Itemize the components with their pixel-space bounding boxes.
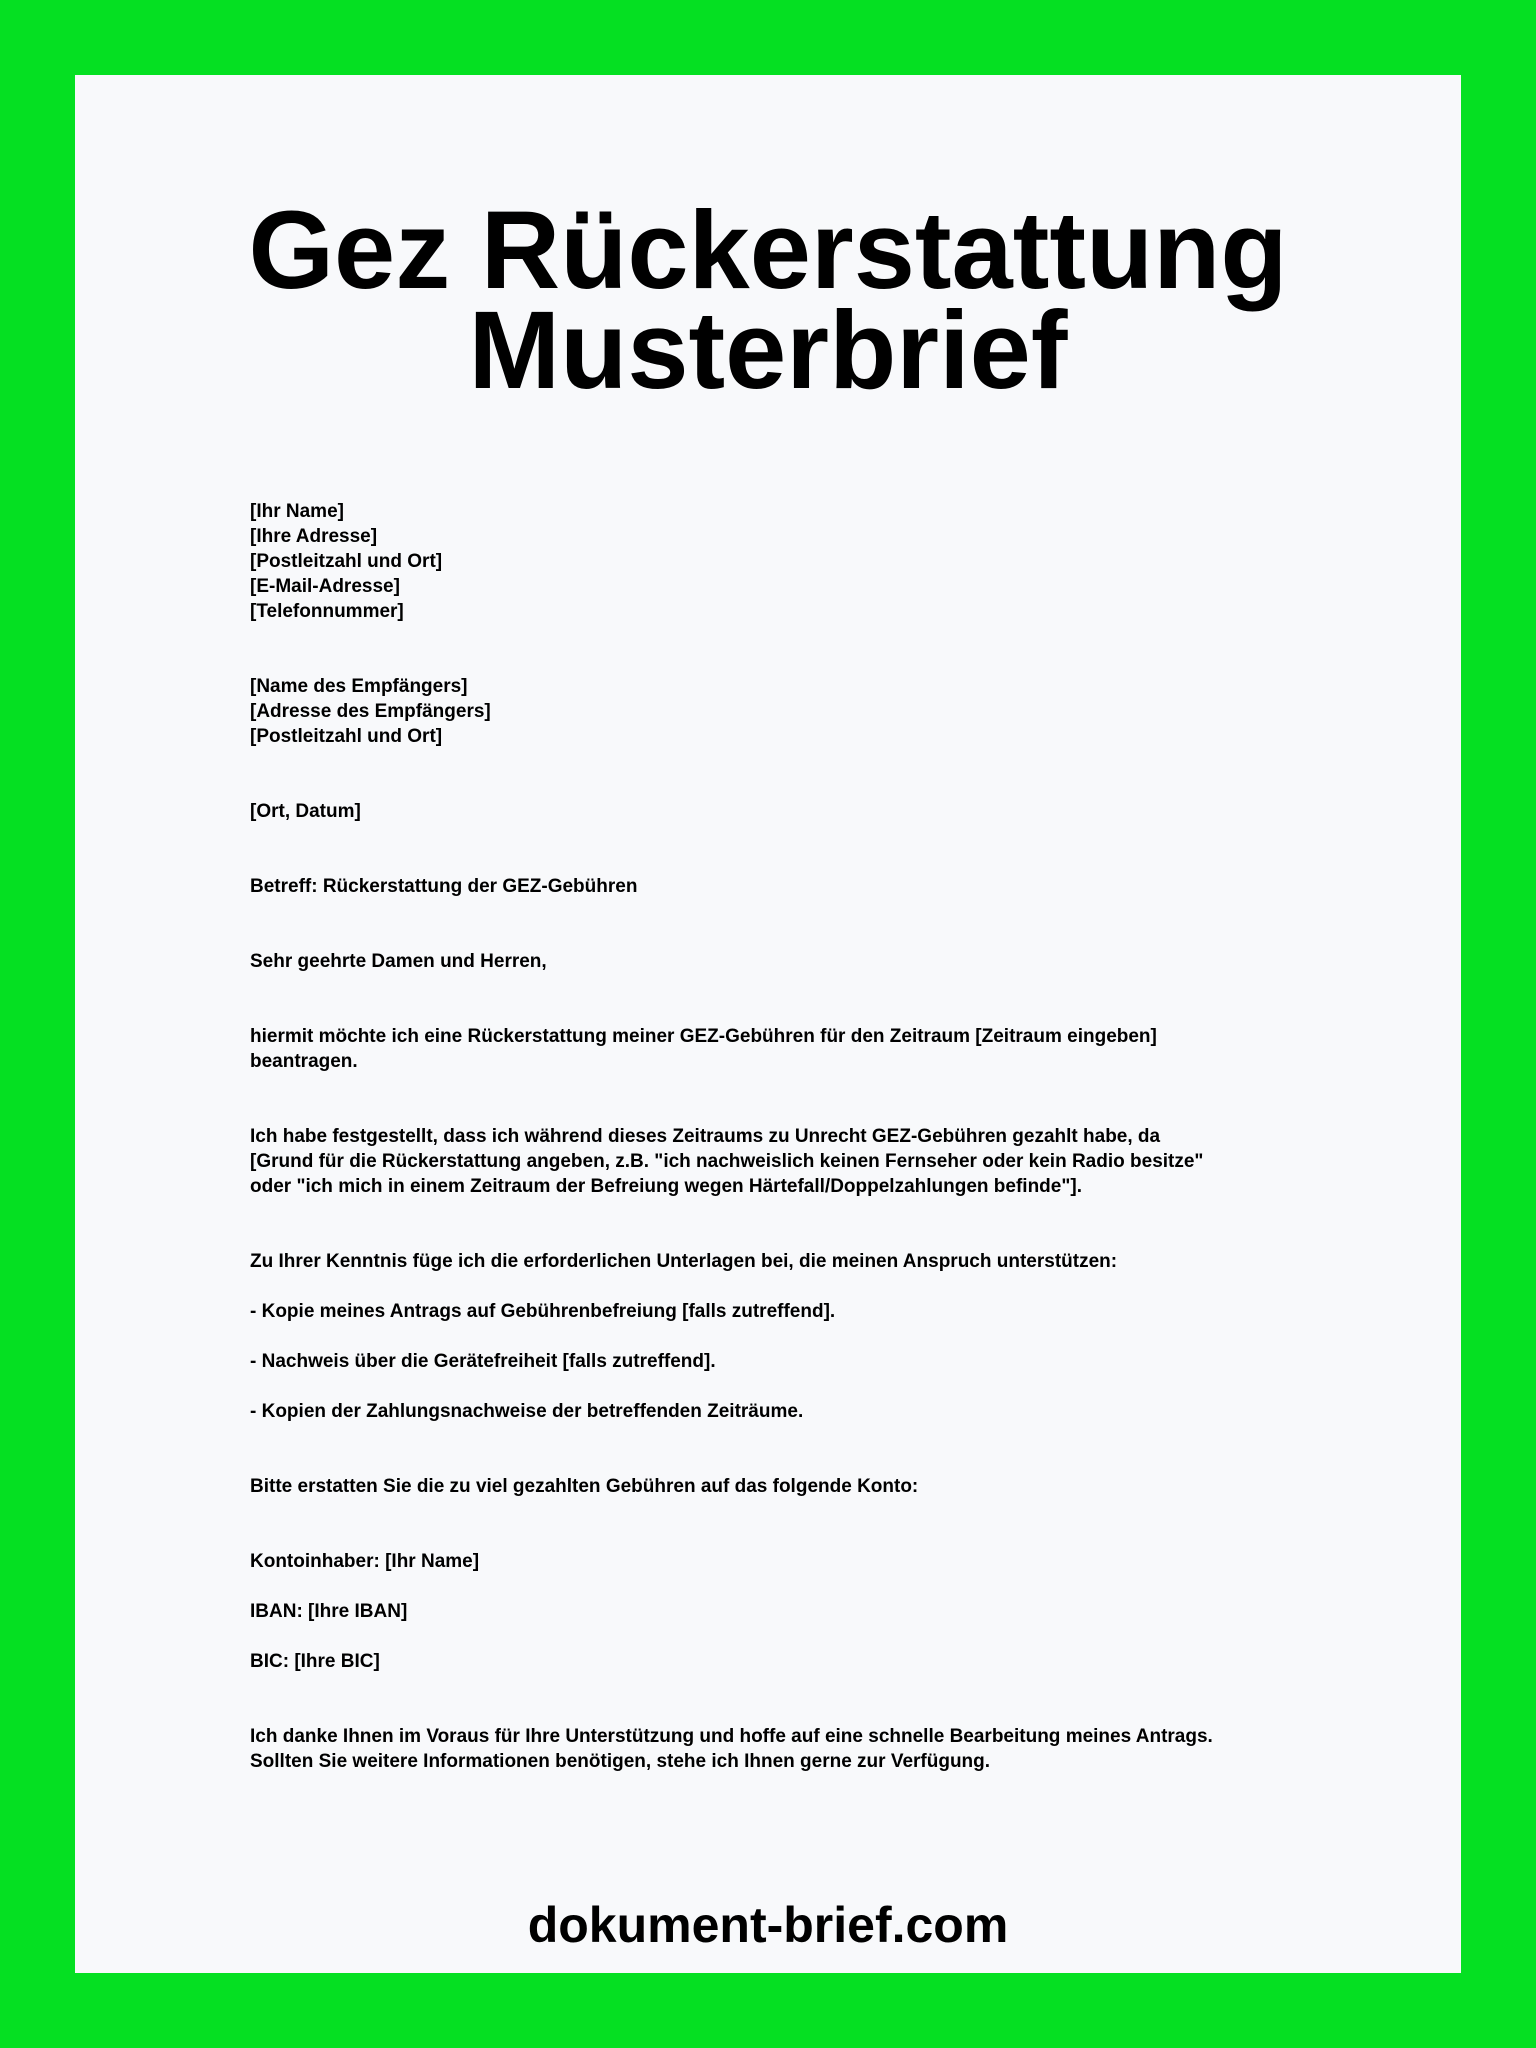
letter-body	[250, 499, 1350, 1774]
bank-iban: IBAN: [Ihre IBAN]	[250, 1601, 408, 1622]
recipient-block	[250, 674, 1350, 749]
footer-website: dokument-brief.com	[527, 1897, 1009, 1953]
intro-paragraph	[250, 1024, 1350, 1074]
sender-postal-city: [Postleitzahl und Ort]	[250, 551, 443, 572]
page-title	[75, 189, 1461, 412]
reason-paragraph	[250, 1124, 1350, 1199]
attachment-item: - Kopien der Zahlungsnachweise der betreffenden Zeiträume.	[250, 1401, 804, 1422]
sender-block	[250, 499, 1350, 624]
attachments-intro: Zu Ihrer Kenntnis füge ich die erforderlichen Unterlagen bei, die meinen Anspruch unterstützen:	[250, 1251, 1118, 1272]
bank-bic: BIC: [Ihre BIC]	[250, 1651, 380, 1672]
reason-line-1: Ich habe festgestellt, dass ich während dieses Zeitraums zu Unrecht GEZ-Gebühren gezahlt habe, da	[250, 1126, 1161, 1147]
refund-request: Bitte erstatten Sie die zu viel gezahlten Gebühren auf das folgende Konto:	[250, 1476, 919, 1497]
intro-line-2: beantragen.	[250, 1051, 358, 1072]
salutation: Sehr geehrte Damen und Herren,	[250, 951, 547, 972]
recipient-postal-city: [Postleitzahl und Ort]	[250, 726, 443, 747]
sender-address: [Ihre Adresse]	[250, 526, 378, 547]
subject-line: Betreff: Rückerstattung der GEZ-Gebühren	[250, 876, 638, 897]
reason-line-3: oder "ich mich in einem Zeitraum der Befreiung wegen Härtefall/Doppelzahlungen befinde"].	[250, 1176, 1082, 1197]
sender-phone: [Telefonnummer]	[250, 601, 404, 622]
title-line-2: Musterbrief	[468, 289, 1068, 412]
recipient-address: [Adresse des Empfängers]	[250, 701, 491, 722]
closing-line-2: Sollten Sie weitere Informationen benötigen, stehe ich Ihnen gerne zur Verfügung.	[250, 1751, 991, 1772]
sender-email: [E-Mail-Adresse]	[250, 576, 400, 597]
closing-paragraph	[250, 1724, 1350, 1774]
closing-line-1: Ich danke Ihnen im Voraus für Ihre Unterstützung und hoffe auf eine schnelle Bearbeitung meines Antrags.	[250, 1726, 1213, 1747]
attachment-item: - Kopie meines Antrags auf Gebührenbefreiung [falls zutreffend].	[250, 1301, 836, 1322]
bank-holder: Kontoinhaber: [Ihr Name]	[250, 1551, 480, 1572]
reason-line-2: [Grund für die Rückerstattung angeben, z.B. "ich nachweislich keinen Fernseher oder kein Radio besitze"	[250, 1151, 1204, 1172]
sender-name: [Ihr Name]	[250, 501, 344, 522]
attachment-item: - Nachweis über die Gerätefreiheit [falls zutreffend].	[250, 1351, 716, 1372]
intro-line-1: hiermit möchte ich eine Rückerstattung meiner GEZ-Gebühren für den Zeitraum [Zeitraum eingeben]	[250, 1026, 1157, 1047]
title-line-1: Gez Rückerstattung	[248, 189, 1288, 312]
recipient-name: [Name des Empfängers]	[250, 676, 468, 697]
letter-page	[75, 75, 1461, 1973]
place-date: [Ort, Datum]	[250, 801, 361, 822]
